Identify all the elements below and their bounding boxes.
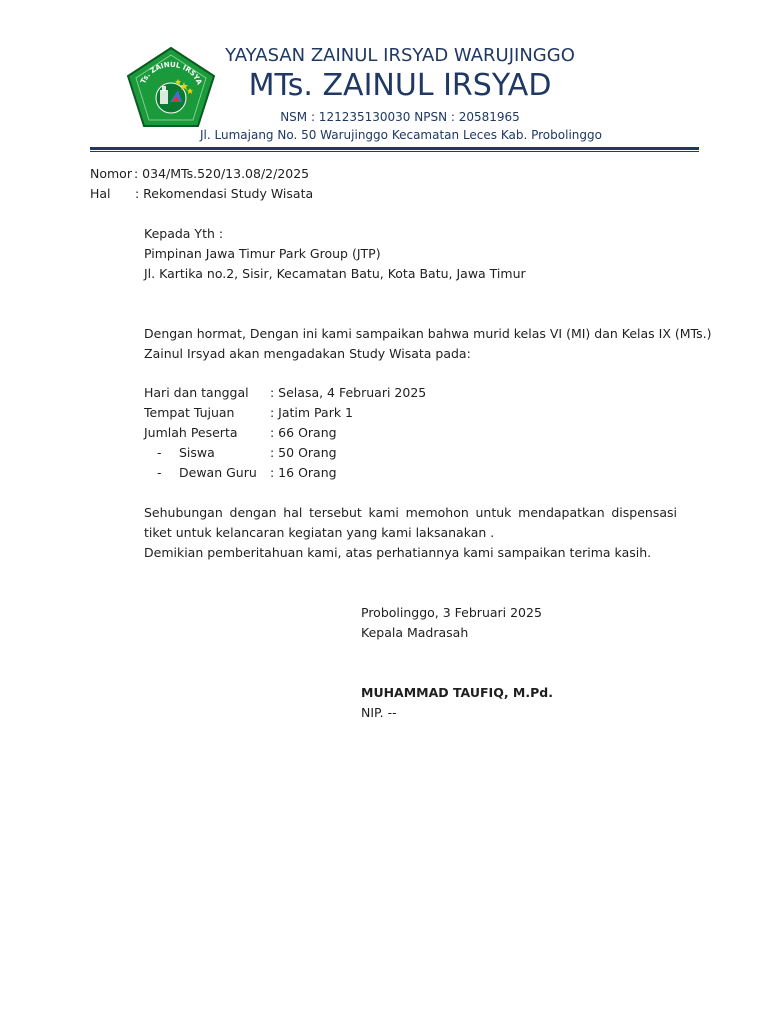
- hal-label: Hal: [90, 186, 111, 201]
- signature-position: Kepala Madrasah: [361, 625, 469, 640]
- detail-label: Hari dan tanggal: [144, 385, 249, 400]
- detail-label: Jumlah Peserta: [144, 425, 238, 440]
- signature-place-date: Probolinggo, 3 Februari 2025: [361, 605, 542, 620]
- school-ids: NSM : 121235130030 NPSN : 20581965: [280, 110, 520, 124]
- header-divider-thin: [90, 151, 699, 152]
- detail-value: : Selasa, 4 Februari 2025: [270, 385, 427, 400]
- foundation-name: YAYASAN ZAINUL IRSYAD WARUJINGGO: [225, 45, 575, 66]
- sub-detail-label: Siswa: [179, 445, 215, 460]
- detail-value: : 66 Orang: [270, 425, 337, 440]
- sub-detail-value: : 50 Orang: [270, 445, 337, 460]
- closing-paragraph: Sehubungan dengan hal tersebut kami memohon untuk mendapatkan dispensasi tiket untuk kelancaran kegiatan yang kami laksanakan .: [144, 505, 677, 540]
- intro-line-2: Zainul Irsyad akan mengadakan Study Wisata pada:: [144, 346, 471, 361]
- detail-value: : Jatim Park 1: [270, 405, 353, 420]
- closing-line: Demikian pemberitahuan kami, atas perhatiannya kami sampaikan terima kasih.: [144, 545, 652, 560]
- recipient-address: Jl. Kartika no.2, Sisir, Kecamatan Batu, Kota Batu, Jawa Timur: [144, 266, 526, 281]
- signatory-name: MUHAMMAD TAUFIQ, M.Pd.: [361, 685, 553, 700]
- school-name: MTs. ZAINUL IRSYAD: [248, 68, 552, 103]
- detail-label: Tempat Tujuan: [144, 405, 235, 420]
- hal-value: : Rekomendasi Study Wisata: [135, 186, 314, 201]
- sub-detail-label: Dewan Guru: [179, 465, 257, 480]
- intro-line-1: Dengan hormat, Dengan ini kami sampaikan bahwa murid kelas VI (MI) dan Kelas IX (MTs.): [144, 326, 712, 341]
- logo-text: Ts. ZAINUL IRSYA: [139, 60, 204, 86]
- header-divider: [90, 147, 699, 150]
- school-address: Jl. Lumajang No. 50 Warujinggo Kecamatan Leces Kab. Probolinggo: [200, 128, 602, 142]
- sub-detail-bullet: -: [157, 465, 162, 480]
- recipient-name: Pimpinan Jawa Timur Park Group (JTP): [144, 246, 381, 261]
- sub-detail-value: : 16 Orang: [270, 465, 337, 480]
- nomor-value: : 034/MTs.520/13.08/2/2025: [134, 166, 310, 181]
- signatory-nip: NIP. --: [361, 705, 397, 720]
- sub-detail-bullet: -: [157, 445, 162, 460]
- recipient-greeting: Kepada Yth :: [144, 226, 224, 241]
- nomor-label: Nomor: [90, 166, 132, 181]
